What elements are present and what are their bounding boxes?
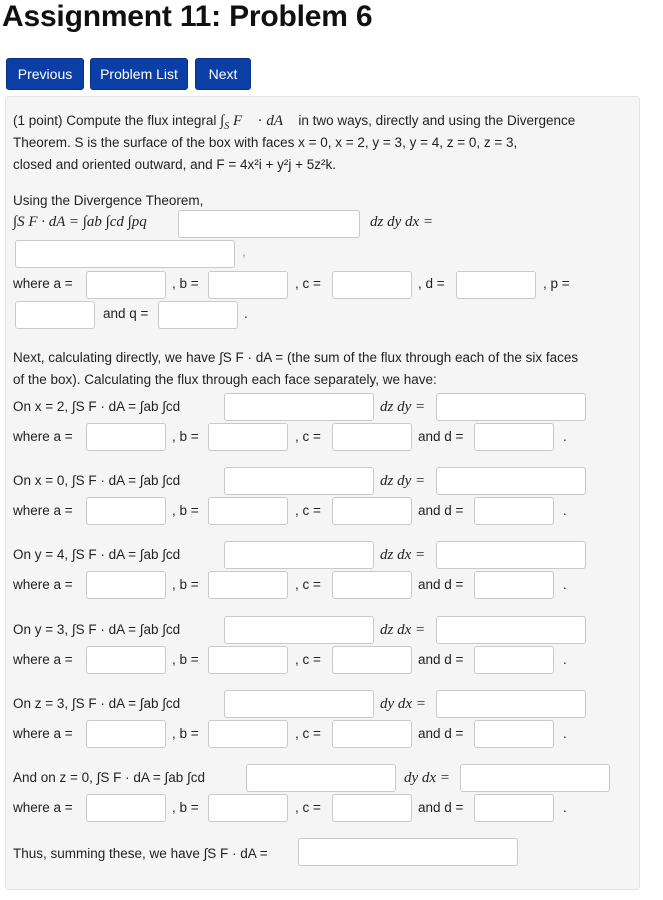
face-3-b-input[interactable] <box>208 571 288 599</box>
div-b-input[interactable] <box>208 271 288 299</box>
face-6-period: . <box>563 800 567 815</box>
face-2-b-label: , b = <box>172 503 199 518</box>
intro-line-3: closed and oriented outward, and F = 4x²i + y²j + 5z²k. <box>13 157 337 172</box>
face-6-c-label: , c = <box>295 800 321 815</box>
face-6-c-input[interactable] <box>332 794 412 822</box>
divergence-integrand-input[interactable] <box>178 210 360 238</box>
total-flux-input[interactable] <box>298 838 518 866</box>
div-c-input[interactable] <box>332 271 412 299</box>
face-6-where-a-label: where a = <box>13 800 73 815</box>
face-3-differential: dz dx = <box>380 547 426 563</box>
face-2-b-input[interactable] <box>208 497 288 525</box>
face-6-integrand-input[interactable] <box>246 764 396 792</box>
face-3-period: . <box>563 577 567 592</box>
previous-button[interactable]: Previous <box>6 58 84 90</box>
face-1-period: . <box>563 429 567 444</box>
face-3-result-input[interactable] <box>436 541 586 569</box>
face-6-b-label: , b = <box>172 800 199 815</box>
face-6-d-input[interactable] <box>474 794 554 822</box>
face-4-differential: dz dx = <box>380 622 426 638</box>
face-4-period: . <box>563 652 567 667</box>
b-label: , b = <box>172 276 199 291</box>
face-4-d-input[interactable] <box>474 646 554 674</box>
d-label: , d = <box>418 276 445 291</box>
divergence-heading: Using the Divergence Theorem, <box>13 193 204 208</box>
face-5-label: On z = 3, ∫S F · dA = ∫ab ∫cd <box>13 696 181 711</box>
div-q-input[interactable] <box>158 301 238 329</box>
face-5-period: . <box>563 726 567 741</box>
where-a-label: where a = <box>13 276 73 291</box>
face-2-a-input[interactable] <box>86 497 166 525</box>
p-label: , p = <box>543 276 570 291</box>
face-3-b-label: , b = <box>172 577 199 592</box>
face-2-differential: dz dy = <box>380 473 426 489</box>
period-mark: . <box>244 306 248 321</box>
face-5-b-input[interactable] <box>208 720 288 748</box>
flux-integral-symbol: $\int_S$ F⃗ · dA⃗ <box>220 113 295 132</box>
face-6-result-input[interactable] <box>460 764 610 792</box>
face-1-b-label: , b = <box>172 429 199 444</box>
face-5-differential: dy dx = <box>380 696 426 712</box>
face-4-and-d-label: and d = <box>418 652 464 667</box>
face-1-integrand-input[interactable] <box>224 393 374 421</box>
face-6-differential: dy dx = <box>404 770 450 786</box>
face-2-where-a-label: where a = <box>13 503 73 518</box>
next-button[interactable]: Next <box>195 58 251 90</box>
face-3-label: On y = 4, ∫S F · dA = ∫ab ∫cd <box>13 547 181 562</box>
summing-label: Thus, summing these, we have ∫S F · dA = <box>13 846 268 861</box>
face-2-and-d-label: and d = <box>418 503 464 518</box>
face-2-label: On x = 0, ∫S F · dA = ∫ab ∫cd <box>13 473 181 488</box>
face-6-b-input[interactable] <box>208 794 288 822</box>
face-6-and-d-label: and d = <box>418 800 464 815</box>
face-4-b-label: , b = <box>172 652 199 667</box>
face-5-c-input[interactable] <box>332 720 412 748</box>
direct-line-1: Next, calculating directly, we have ∫S F · dA = (the sum of the flux through each of the six faces <box>13 350 579 365</box>
and-q-label: and q = <box>103 306 149 321</box>
face-1-where-a-label: where a = <box>13 429 73 444</box>
face-1-c-input[interactable] <box>332 423 412 451</box>
face-2-d-input[interactable] <box>474 497 554 525</box>
face-1-c-label: , c = <box>295 429 321 444</box>
face-5-c-label: , c = <box>295 726 321 741</box>
face-5-and-d-label: and d = <box>418 726 464 741</box>
face-2-result-input[interactable] <box>436 467 586 495</box>
divergence-differential: dz dy dx = <box>370 214 434 230</box>
face-3-c-label: , c = <box>295 577 321 592</box>
face-3-a-input[interactable] <box>86 571 166 599</box>
intro-line-2: Theorem. S is the surface of the box with faces x = 0, x = 2, y = 3, y = 4, z = 0, z = 3, <box>13 135 518 150</box>
face-6-label: And on z = 0, ∫S F · dA = ∫ab ∫cd <box>13 770 205 785</box>
face-5-integrand-input[interactable] <box>224 690 374 718</box>
face-5-where-a-label: where a = <box>13 726 73 741</box>
face-1-differential: dz dy = <box>380 399 426 415</box>
face-4-a-input[interactable] <box>86 646 166 674</box>
problem-list-button[interactable]: Problem List <box>90 58 188 90</box>
face-5-b-label: , b = <box>172 726 199 741</box>
face-2-c-label: , c = <box>295 503 321 518</box>
face-3-where-a-label: where a = <box>13 577 73 592</box>
face-4-result-input[interactable] <box>436 616 586 644</box>
face-1-b-input[interactable] <box>208 423 288 451</box>
divergence-result-input[interactable] <box>15 240 235 268</box>
face-4-b-input[interactable] <box>208 646 288 674</box>
face-3-c-input[interactable] <box>332 571 412 599</box>
face-4-integrand-input[interactable] <box>224 616 374 644</box>
face-5-a-input[interactable] <box>86 720 166 748</box>
face-1-and-d-label: and d = <box>418 429 464 444</box>
c-label: , c = <box>295 276 321 291</box>
face-1-result-input[interactable] <box>436 393 586 421</box>
face-4-label: On y = 3, ∫S F · dA = ∫ab ∫cd <box>13 622 181 637</box>
face-6-a-input[interactable] <box>86 794 166 822</box>
div-p-input[interactable] <box>15 301 95 329</box>
comma-mark: , <box>242 244 246 259</box>
div-d-input[interactable] <box>456 271 536 299</box>
face-4-c-input[interactable] <box>332 646 412 674</box>
face-3-and-d-label: and d = <box>418 577 464 592</box>
face-5-d-input[interactable] <box>474 720 554 748</box>
direct-line-2: of the box). Calculating the flux through each face separately, we have: <box>13 372 437 387</box>
face-1-a-input[interactable] <box>86 423 166 451</box>
face-2-integrand-input[interactable] <box>224 467 374 495</box>
face-4-where-a-label: where a = <box>13 652 73 667</box>
face-1-d-input[interactable] <box>474 423 554 451</box>
page-title: Assignment 11: Problem 6 <box>2 0 373 33</box>
face-2-c-input[interactable] <box>332 497 412 525</box>
intro-line-1: (1 point) Compute the flux integral $\int_S$ F⃗ · dA⃗ in two ways, directly and using the Divergence <box>13 113 576 132</box>
div-a-input[interactable] <box>86 271 166 299</box>
face-5-result-input[interactable] <box>436 690 586 718</box>
face-3-integrand-input[interactable] <box>224 541 374 569</box>
face-3-d-input[interactable] <box>474 571 554 599</box>
face-1-label: On x = 2, ∫S F · dA = ∫ab ∫cd <box>13 399 181 414</box>
face-2-period: . <box>563 503 567 518</box>
divergence-integral: ∫S F · dA = ∫ab ∫cd ∫pq <box>13 214 147 230</box>
face-4-c-label: , c = <box>295 652 321 667</box>
